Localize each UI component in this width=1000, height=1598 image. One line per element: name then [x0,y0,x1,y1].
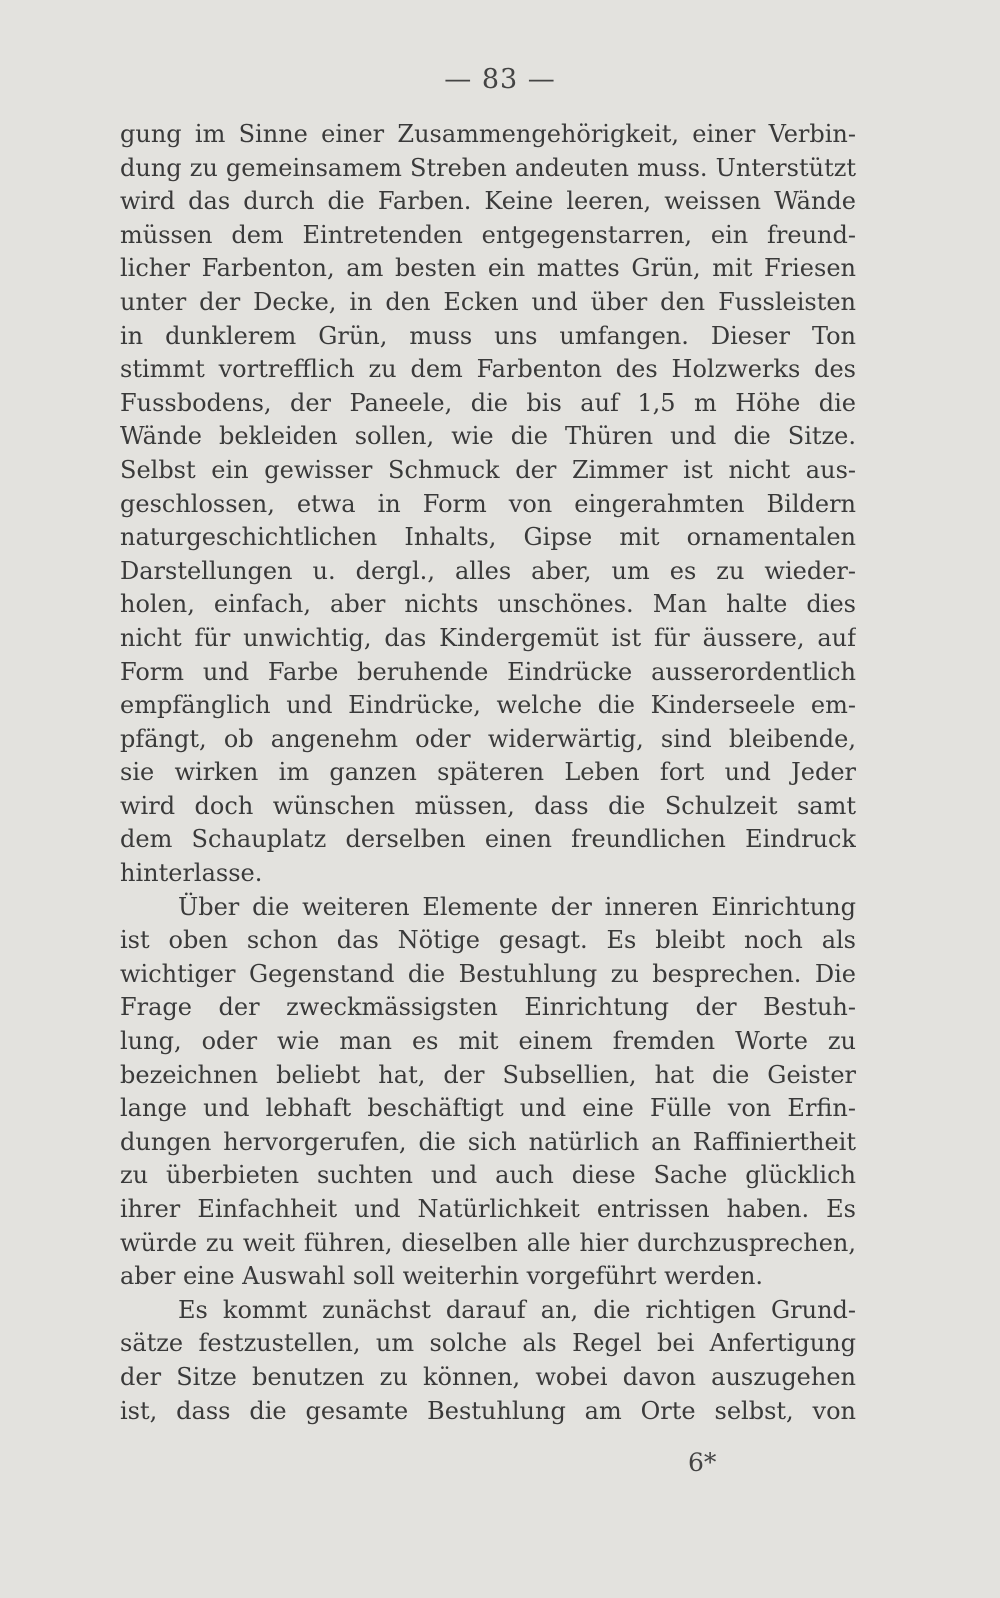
text-line: licher Farbenton, am besten ein mattes Grün, mit Friesen [120,254,856,283]
text-line: gung im Sinne einer Zusammengehörigkeit, einer Verbin- [120,120,856,148]
text-line: nicht für unwichtig, das Kindergemüt ist für äussere, auf [120,623,856,652]
text-line: wird doch wünschen müssen, dass die Schulzeit samt [120,791,856,820]
page-number: — 83 — [444,64,556,95]
text-line: pfängt, ob angenehm oder widerwärtig, sind bleibende, [120,724,856,753]
text-line: Darstellungen u. dergl., alles aber, um es zu wieder- [120,556,856,585]
text-line: Wände bekleiden sollen, wie die Thüren und die Sitze. [120,422,856,451]
text-line: Selbst ein gewisser Schmuck der Zimmer ist nicht aus- [120,455,856,484]
text-line: sie wirken im ganzen späteren Leben fort und Jeder [120,758,856,787]
text-line: ist, dass die gesamte Bestuhlung am Orte selbst, von [120,1396,856,1425]
text-line: geschlossen, etwa in Form von eingerahmten Bildern [120,489,856,518]
text-line: empfänglich und Eindrücke, welche die Kinderseele em- [120,691,856,720]
text-line: Fussbodens, der Paneele, die bis auf 1,5 m Höhe die [120,388,856,417]
text-line: Über die weiteren Elemente der inneren Einrichtung [178,892,856,921]
text-line: würde zu weit führen, dieselben alle hier durchzusprechen, [120,1228,856,1257]
text-line: Frage der zweckmässigsten Einrichtung der Bestuh- [120,993,856,1022]
text-line: müssen dem Eintretenden entgegenstarren, ein freund- [120,220,856,249]
text-line: zu überbieten suchten und auch diese Sache glücklich [120,1161,856,1190]
text-line: bezeichnen beliebt hat, der Subsellien, hat die Geister [120,1060,856,1089]
text-line: wird das durch die Farben. Keine leeren, weissen Wände [120,187,856,216]
text-line: aber eine Auswahl soll weiterhin vorgeführt werden. [120,1262,764,1291]
text-line: unter der Decke, in den Ecken und über den Fussleisten [120,287,856,316]
text-line: dem Schauplatz derselben einen freundlichen Eindruck [120,825,856,854]
text-line: Form und Farbe beruhende Eindrücke ausserordentlich [120,657,856,686]
text-line: naturgeschichtlichen Inhalts, Gipse mit ornamentalen [120,523,856,552]
text-line: in dunklerem Grün, muss uns umfangen. Dieser Ton [120,321,856,350]
text-line: stimmt vortrefflich zu dem Farbenton des Holzwerks des [120,355,856,384]
text-line: hinterlasse. [120,859,263,888]
text-line: wichtiger Gegenstand die Bestuhlung zu besprechen. Die [120,959,856,988]
text-line: lange und lebhaft beschäftigt und eine Fülle von Erfin- [120,1094,856,1123]
text-line: holen, einfach, aber nichts unschönes. Man halte dies [120,590,856,619]
text-line: dung zu gemeinsamem Streben andeuten muss. Unterstützt [120,153,856,182]
body-text [120,118,856,1428]
text-line: ist oben schon das Nötige gesagt. Es bleibt noch als [120,926,856,955]
text-line: sätze festzustellen, um solche als Regel bei Anfertigung [120,1329,856,1358]
text-line: der Sitze benutzen zu können, wobei davon auszugehen [120,1362,856,1391]
text-line: dungen hervorgerufen, die sich natürlich an Raffiniertheit [120,1127,856,1156]
text-line: lung, oder wie man es mit einem fremden Worte zu [120,1027,856,1056]
text-line: Es kommt zunächst darauf an, die richtigen Grund- [178,1295,856,1324]
text-line: ihrer Einfachheit und Natürlichkeit entrissen haben. Es [120,1195,856,1223]
signature-mark: 6* [688,1448,717,1477]
